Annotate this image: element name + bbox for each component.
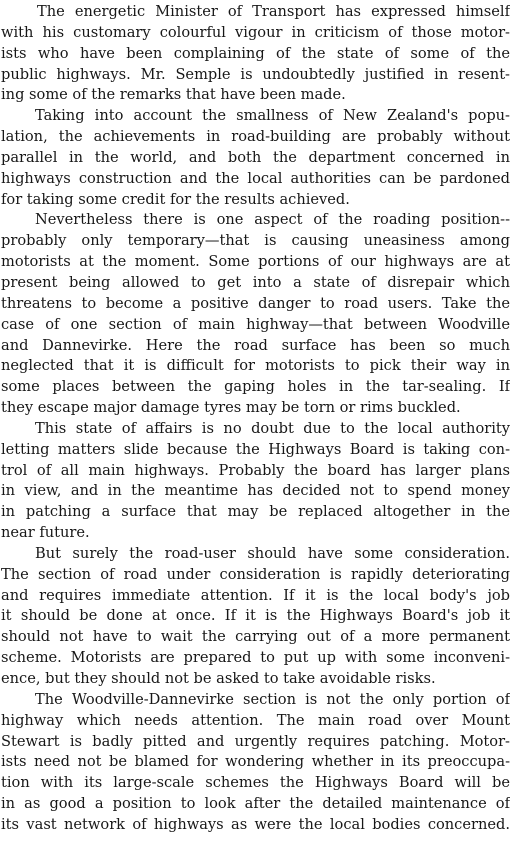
text-line: case of one section of main highway—that between Woodville	[1, 315, 510, 333]
text-line: and requires immediate attention. If it is the local body's job	[1, 586, 510, 604]
text-line: ing some of the remarks that have been made.	[1, 86, 346, 104]
text-line: ists need not be blamed for wondering whether in its preoccupa-	[1, 753, 510, 771]
paragraph-road-user-consideration	[1, 544, 510, 690]
paragraph-minister-criticism	[1, 2, 510, 106]
text-line: they escape major damage tyres may be torn or rims buckled.	[1, 399, 461, 417]
paragraph-local-authority	[1, 419, 510, 544]
text-line: in as good a position to look after the detailed maintenance of	[1, 795, 510, 813]
text-line: for taking some credit for the results achieved.	[1, 190, 350, 208]
text-line: and Dannevirke. Here the road surface has been so much	[1, 336, 510, 354]
text-line: parallel in the world, and both the department concerned in	[1, 148, 510, 166]
text-line: it should be done at once. If it is the Highways Board's job it	[1, 607, 510, 625]
text-line: Nevertheless there is one aspect of the roading position--	[35, 211, 510, 229]
text-line: Taking into account the smallness of New Zealand's popu-	[35, 107, 510, 125]
text-line: The section of road under consideration is rapidly deteriorating	[1, 565, 510, 583]
text-line: its vast network of highways as were the local bodies concerned.	[1, 815, 510, 833]
text-line: ence, but they should not be asked to take avoidable risks.	[1, 670, 436, 687]
text-line: trol of all main highways. Probably the board has larger plans	[1, 461, 510, 479]
text-line: present being allowed to get into a state of disrepair which	[1, 273, 510, 291]
text-line: The Woodville-Dannevirke section is not the only portion of	[35, 690, 510, 708]
text-line: The energetic Minister of Transport has expressed himself	[37, 3, 510, 20]
text-line: in patching a surface that may be replaced altogether in the	[1, 503, 510, 521]
text-line: Stewart is badly pitted and urgently requires patching. Motor-	[1, 732, 510, 750]
text-line: tion with its large-scale schemes the Highways Board will be	[1, 774, 510, 792]
text-line: probably only temporary—that is causing uneasiness among	[1, 232, 510, 250]
text-line: highways construction and the local authorities can be pardoned	[1, 169, 510, 187]
text-line: public highways. Mr. Semple is undoubtedly justified in resent-	[1, 65, 510, 83]
text-line: in view, and in the meantime has decided not to spend money	[1, 482, 510, 500]
text-line: letting matters slide because the Highways Board is taking con-	[1, 440, 510, 458]
text-line: scheme. Motorists are prepared to put up with some inconveni-	[1, 649, 510, 667]
paragraph-road-building-achievements	[1, 106, 510, 210]
text-line: highway which needs attention. The main road over Mount	[1, 711, 510, 729]
text-line: But surely the road-user should have some consideration.	[35, 544, 510, 562]
text-line: should not have to wait the carrying out of a more permanent	[1, 628, 510, 646]
text-line: neglected that it is difficult for motorists to pick their way in	[1, 357, 510, 375]
text-line: near future.	[1, 524, 90, 542]
paragraph-roading-position	[1, 210, 510, 418]
text-line: This state of affairs is no doubt due to the local authority	[35, 419, 510, 437]
paragraph-woodville-dannevirke	[1, 690, 510, 836]
text-line: lation, the achievements in road-building are probably without	[1, 128, 510, 146]
text-line: ists who have been complaining of the state of some of the	[1, 44, 510, 62]
text-line: some places between the gaping holes in the tar-sealing. If	[1, 378, 510, 396]
text-line: motorists at the moment. Some portions of our highways are at	[1, 253, 510, 271]
text-line: with his customary colourful vigour in criticism of those motor-	[1, 23, 510, 41]
text-line: threatens to become a positive danger to road users. Take the	[1, 294, 510, 312]
